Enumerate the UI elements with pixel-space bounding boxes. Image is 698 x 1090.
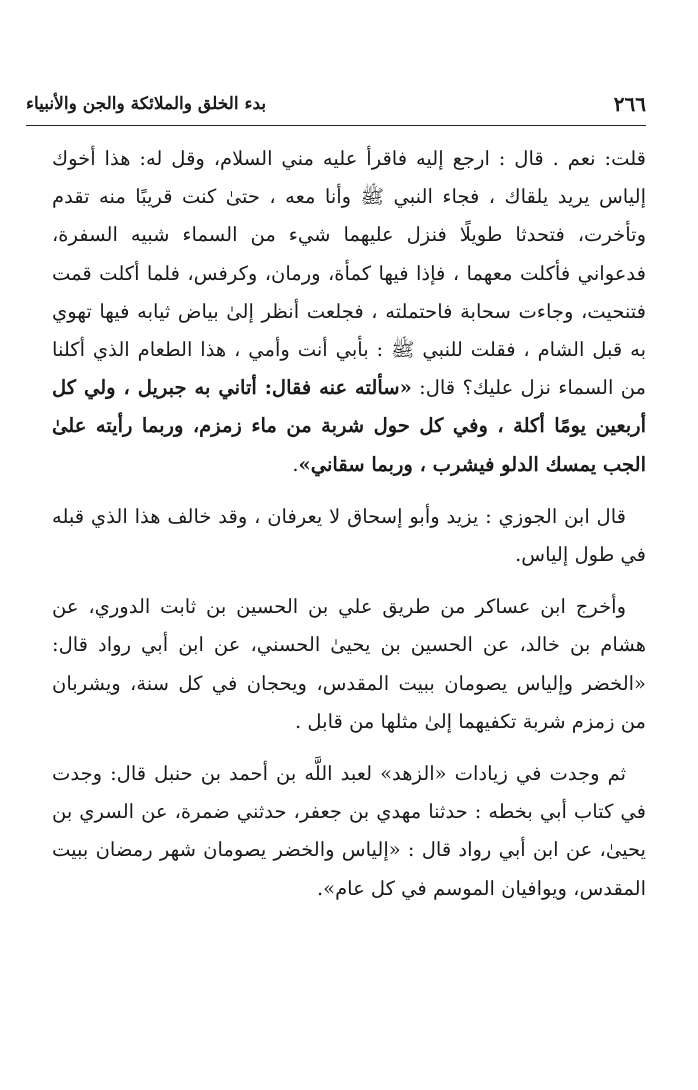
paragraph-1-end: . (292, 452, 299, 476)
paragraph-2: قال ابن الجوزي : يزيد وأبو إسحاق لا يعرفان ، وقد خالف هذا الذي قبله في طول إلياس. (52, 504, 646, 567)
hadith-quote: «سألته عنه فقال: أتاني به جبريل ، ولي كل أربعين يومًا أكلة ، وفي كل حول شربة من ماء زمزم، وربما رأيته علىٰ الجب يمسك الدلو فيشرب ، وربما سقاني» (52, 376, 646, 476)
page-number: ٢٦٦ (613, 92, 646, 116)
paragraph-3: وأخرج ابن عساكر من طريق علي بن الحسين بن ثابت الدوري، عن هشام بن خالد، عن الحسين بن يحيىٰ الحسني، عن ابن أبي رواد قال: «الخضر وإلياس يصومان ببيت المقدس، ويحجان في كل سنة، ويشربان من زمزم شربة تكفيهما إلىٰ مثلها من قابل . (52, 595, 646, 733)
running-title: بدء الخلق والملائكة والجن والأنبياء (26, 94, 267, 114)
paragraph-gap (52, 574, 646, 588)
paragraph-4: ثم وجدت في زيادات «الزهد» لعبد اللَّه بن أحمد بن حنبل قال: وجدت في كتاب أبي بخطه : حدثنا مهدي بن جعفر، حدثني ضمرة، عن السري بن يحيىٰ، عن ابن أبي رواد قال : «إلياس والخضر يصومان شهر رمضان ببيت المقدس، ويوافيان الموسم في كل عام». (52, 762, 646, 900)
paragraph-1-text: قلت: نعم . قال : ارجع إليه فاقرأ عليه مني السلام، وقل له: هذا أخوك إلياس يريد يلقاك ، فجاء النبي ﷺ وأنا معه ، حتىٰ كنت قريبًا منه تقدم وتأخرت، فتحدثا طويلًا فنزل عليهما شيء من السماء شبيه السفرة، فدعواني فأكلت معهما ، فإذا فيها كمأة، ورمان، وكرفس، فلما أكلت قمت فتنحيت، وجاءت سحابة فاحتملته ، فجلعت أنظر إلىٰ بياض ثيابه فيها تهوي به قبل الشام ، فقلت للنبي ﷺ : بأبي أنت وأمي ، هذا الطعام الذي أكلنا من السماء نزل عليك؟ قال: (52, 147, 646, 400)
page-body (52, 140, 646, 908)
paragraph-gap (52, 484, 646, 498)
paragraph-gap (52, 741, 646, 755)
header-divider (26, 125, 646, 126)
page-header (26, 84, 646, 124)
paragraph-1 (52, 140, 646, 484)
